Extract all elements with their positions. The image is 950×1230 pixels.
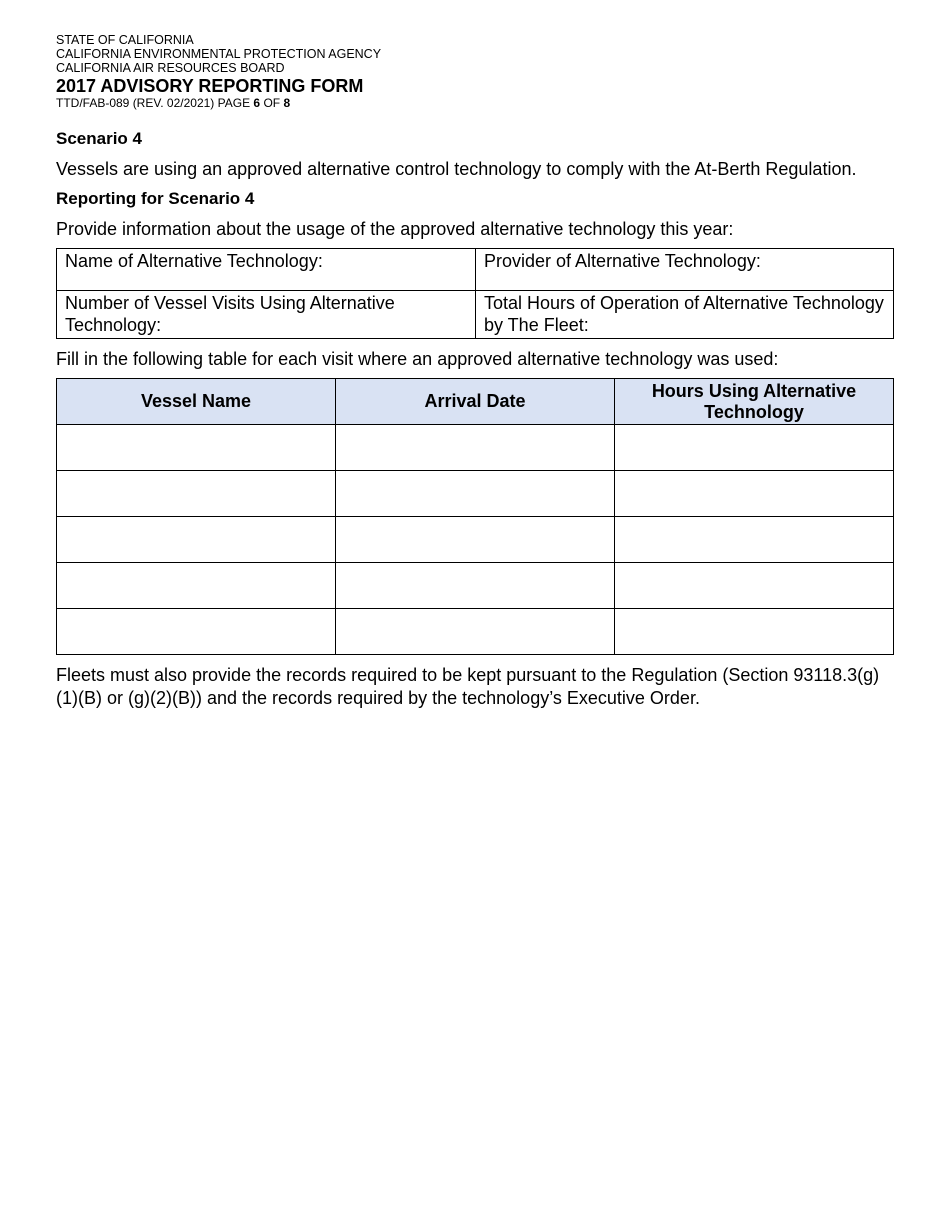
info-instruction: Provide information about the usage of the approved alternative technology this year: (56, 219, 734, 239)
form-page (56, 33, 894, 710)
hours-cell[interactable] (615, 425, 894, 471)
page-current: 6 (253, 96, 261, 110)
hours-cell[interactable] (615, 563, 894, 609)
form-id (56, 96, 894, 111)
vessel-name-cell[interactable] (57, 517, 336, 563)
tech-provider-label: Provider of Alternative Technology: (484, 251, 761, 271)
state-line: STATE OF CALIFORNIA (56, 33, 194, 47)
visit-count-label: Number of Vessel Visits Using Alternative Technology: (65, 293, 395, 335)
agency-line: CALIFORNIA ENVIRONMENTAL PROTECTION AGENCY (56, 47, 382, 61)
table-row (57, 471, 894, 517)
visits-header-row (57, 379, 894, 425)
tech-provider-field[interactable] (476, 249, 894, 291)
page-total: 8 (283, 96, 291, 110)
hours-cell[interactable] (615, 471, 894, 517)
page-of: OF (260, 96, 284, 110)
tech-name-label: Name of Alternative Technology: (65, 251, 323, 271)
info-row (57, 249, 894, 291)
hours-cell[interactable] (615, 517, 894, 563)
arrival-date-cell[interactable] (336, 517, 615, 563)
vessel-name-cell[interactable] (57, 471, 336, 517)
table-row (57, 517, 894, 563)
arrival-date-cell[interactable] (336, 609, 615, 655)
table-row (57, 425, 894, 471)
hours-cell[interactable] (615, 609, 894, 655)
scenario-description: Vessels are using an approved alternative control technology to comply with the At-Berth Regulation. (56, 159, 857, 179)
form-header (56, 33, 894, 111)
info-row (57, 291, 894, 339)
visits-instruction: Fill in the following table for each visit where an approved alternative technology was used: (56, 349, 779, 369)
visit-count-field[interactable] (57, 291, 476, 339)
records-note: Fleets must also provide the records required to be kept pursuant to the Regulation (Section 93118.3(g)(1)(B) or (g)(2)(B)) and the records required by the technology’s Executive Order. (56, 665, 880, 708)
col-arrival-date: Arrival Date (336, 379, 615, 425)
arrival-date-cell[interactable] (336, 563, 615, 609)
vessel-name-cell[interactable] (57, 563, 336, 609)
table-row (57, 609, 894, 655)
arrival-date-cell[interactable] (336, 425, 615, 471)
scenario-title: Scenario 4 (56, 129, 142, 148)
board-line: CALIFORNIA AIR RESOURCES BOARD (56, 61, 285, 75)
total-hours-label: Total Hours of Operation of Alternative Technology by The Fleet: (484, 293, 884, 335)
alt-tech-info-table (56, 248, 894, 339)
vessel-name-cell[interactable] (57, 609, 336, 655)
tech-name-field[interactable] (57, 249, 476, 291)
arrival-date-cell[interactable] (336, 471, 615, 517)
vessel-name-cell[interactable] (57, 425, 336, 471)
visits-table (56, 378, 894, 655)
total-hours-field[interactable] (476, 291, 894, 339)
col-hours-alt-tech: Hours Using Alternative Technology (615, 379, 894, 425)
reporting-title: Reporting for Scenario 4 (56, 189, 255, 208)
table-row (57, 563, 894, 609)
form-id-prefix: TTD/FAB-089 (REV. 02/2021) PAGE (56, 96, 254, 110)
form-title: 2017 ADVISORY REPORTING FORM (56, 76, 364, 96)
col-vessel-name: Vessel Name (57, 379, 336, 425)
